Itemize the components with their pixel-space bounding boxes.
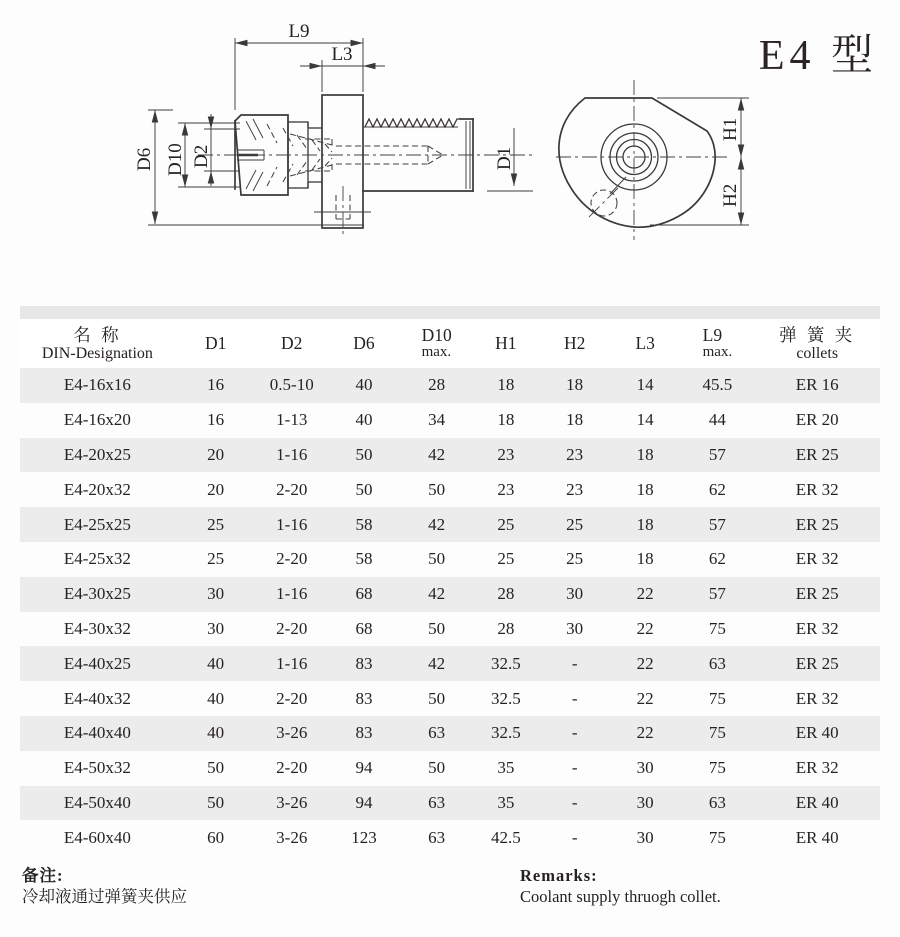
table-row [20, 786, 880, 821]
value-cell: 57 [680, 438, 754, 473]
value-cell: ER 20 [795, 410, 839, 430]
end-view-dimensions [650, 98, 749, 225]
dim-label-d1: D1 [494, 146, 515, 170]
value-cell: ER 40 [754, 786, 880, 821]
table-row [20, 368, 880, 403]
dim-label-l9: L9 [288, 21, 310, 42]
value-cell: 2-20 [276, 758, 308, 778]
value-cell: 18 [497, 410, 515, 430]
value-cell: 63 [401, 716, 472, 751]
designation-cell: E4-16x16 [20, 368, 175, 403]
value-cell: ER 32 [795, 688, 839, 708]
col-header-collets: 弹 簧 夹 collets [754, 319, 880, 368]
value-cell: 1-16 [256, 646, 327, 681]
value-cell: 63 [401, 786, 472, 821]
value-cell: 30 [610, 786, 681, 821]
value-cell: 22 [636, 688, 654, 708]
value-cell: 63 [428, 827, 446, 847]
value-cell: 2-20 [276, 618, 308, 638]
designation-cell: E4-50x40 [20, 786, 175, 821]
table-header-row [20, 319, 880, 368]
value-cell: ER 32 [795, 618, 839, 638]
dim-label-h1: H1 [720, 117, 741, 141]
table-row [20, 646, 880, 681]
designation-cell: E4-40x40 [20, 716, 175, 751]
value-cell: 62 [708, 479, 726, 499]
value-cell: 42 [401, 577, 472, 612]
value-cell: 42 [401, 507, 472, 542]
page-title: E4 型 [758, 33, 878, 79]
value-cell: 35 [497, 758, 515, 778]
value-cell: 83 [355, 688, 373, 708]
value-cell: 16 [175, 368, 257, 403]
value-cell: 42.5 [490, 827, 521, 847]
value-cell: 83 [327, 716, 401, 751]
value-cell: ER 25 [754, 577, 880, 612]
value-cell: 40 [175, 716, 257, 751]
value-cell: 22 [636, 618, 654, 638]
dim-label-d6: D6 [134, 147, 155, 171]
value-cell: 50 [175, 786, 257, 821]
table-row [20, 820, 880, 855]
value-cell: 0.5-10 [256, 368, 327, 403]
designation-cell: E4-40x32 [63, 688, 131, 708]
value-cell: 75 [708, 688, 726, 708]
value-cell: 23 [497, 479, 515, 499]
value-cell: 2-20 [276, 479, 308, 499]
value-cell: 18 [539, 368, 610, 403]
note-en [520, 866, 721, 907]
value-cell: 3-26 [256, 786, 327, 821]
dim-label-d10: D10 [165, 143, 186, 176]
value-cell: 25 [497, 549, 515, 569]
value-cell: ER 25 [754, 438, 880, 473]
value-cell: 30 [207, 618, 225, 638]
value-cell: 14 [636, 410, 654, 430]
table-row [20, 751, 880, 786]
value-cell: 25 [566, 549, 584, 569]
value-cell: 57 [680, 507, 754, 542]
value-cell: 40 [327, 368, 401, 403]
value-cell: 40 [207, 688, 225, 708]
value-cell: 18 [636, 479, 654, 499]
value-cell: 30 [539, 577, 610, 612]
value-cell: 1-16 [256, 507, 327, 542]
value-cell: 68 [355, 618, 373, 638]
value-cell: 94 [355, 758, 373, 778]
value-cell: 75 [708, 827, 726, 847]
value-cell: ER 32 [795, 479, 839, 499]
dim-label-l3: L3 [331, 44, 353, 65]
table-row [20, 681, 880, 716]
note-en-text: Coolant supply thruogh collet. [520, 886, 721, 906]
value-cell: - [539, 646, 610, 681]
value-cell: 32.5 [490, 688, 521, 708]
designation-cell: E4-25x25 [20, 507, 175, 542]
value-cell: 50 [428, 758, 446, 778]
value-cell: 28 [401, 368, 472, 403]
value-cell: 18 [636, 549, 654, 569]
value-cell: 28 [472, 577, 539, 612]
value-cell: 63 [680, 646, 754, 681]
value-cell: 25 [175, 507, 257, 542]
value-cell: 40 [175, 646, 257, 681]
value-cell: 62 [708, 549, 726, 569]
value-cell: 20 [175, 438, 257, 473]
value-cell: 18 [610, 507, 681, 542]
value-cell: 50 [428, 479, 446, 499]
value-cell: 42 [401, 438, 472, 473]
value-cell: 3-26 [256, 716, 327, 751]
value-cell: 22 [610, 577, 681, 612]
value-cell: 57 [680, 577, 754, 612]
value-cell: 16 [207, 410, 225, 430]
value-cell: - [571, 827, 578, 847]
col-header-h2: H2 [539, 319, 610, 368]
designation-cell: E4-60x40 [63, 827, 131, 847]
value-cell: 18 [566, 410, 584, 430]
value-cell: ER 40 [754, 716, 880, 751]
value-cell: 50 [428, 549, 446, 569]
value-cell: ER 25 [754, 646, 880, 681]
table-row [20, 577, 880, 612]
value-cell: 1-16 [256, 577, 327, 612]
value-cell: 18 [472, 368, 539, 403]
value-cell: 75 [680, 716, 754, 751]
value-cell: - [571, 688, 578, 708]
col-header-l9: L9 max. [680, 319, 754, 368]
value-cell: 50 [428, 618, 446, 638]
dim-label-h2: H2 [720, 183, 741, 207]
value-cell: 25 [207, 549, 225, 569]
value-cell: 68 [327, 577, 401, 612]
dimension-table [20, 319, 880, 855]
value-cell: 30 [636, 758, 654, 778]
col-header-d6: D6 [327, 319, 401, 368]
value-cell: 14 [610, 368, 681, 403]
table-section [20, 306, 880, 855]
value-cell: 44 [708, 410, 726, 430]
value-cell: 83 [327, 646, 401, 681]
designation-cell: E4-20x25 [20, 438, 175, 473]
value-cell: 63 [680, 786, 754, 821]
value-cell: 22 [610, 646, 681, 681]
value-cell: 30 [636, 827, 654, 847]
value-cell: - [539, 786, 610, 821]
value-cell: ER 25 [754, 507, 880, 542]
table-top-rule [20, 306, 880, 319]
technical-drawing [0, 0, 900, 306]
value-cell: 18 [610, 438, 681, 473]
col-header-h1: H1 [472, 319, 539, 368]
value-cell: - [571, 758, 578, 778]
value-cell: 50 [428, 688, 446, 708]
designation-cell: E4-50x32 [63, 758, 131, 778]
value-cell: 25 [539, 507, 610, 542]
note-zh-text: 冷却液通过弹簧夹供应 [22, 886, 187, 906]
value-cell: ER 40 [795, 827, 839, 847]
dim-label-d2: D2 [191, 144, 212, 168]
value-cell: 25 [472, 507, 539, 542]
col-header-d2: D2 [256, 319, 327, 368]
value-cell: 123 [351, 827, 377, 847]
value-cell: 20 [207, 479, 225, 499]
value-cell: 30 [566, 618, 584, 638]
designation-cell: E4-25x32 [63, 549, 131, 569]
value-cell: 34 [428, 410, 446, 430]
value-cell: 45.5 [680, 368, 754, 403]
table-row [20, 438, 880, 473]
value-cell: 23 [566, 479, 584, 499]
value-cell: ER 32 [795, 758, 839, 778]
value-cell: 50 [207, 758, 225, 778]
value-cell: 40 [355, 410, 373, 430]
designation-cell: E4-30x25 [20, 577, 175, 612]
value-cell: 28 [497, 618, 515, 638]
col-header-d10: D10 max. [401, 319, 472, 368]
designation-cell: E4-40x25 [20, 646, 175, 681]
value-cell: 58 [355, 549, 373, 569]
value-cell: ER 16 [754, 368, 880, 403]
value-cell: 50 [327, 438, 401, 473]
table-row [20, 472, 880, 507]
col-header-d1: D1 [175, 319, 257, 368]
value-cell: ER 32 [795, 549, 839, 569]
col-header-l3: L3 [610, 319, 681, 368]
value-cell: 23 [472, 438, 539, 473]
note-zh [22, 866, 187, 907]
end-view [556, 80, 727, 240]
table-row [20, 403, 880, 438]
value-cell: 50 [355, 479, 373, 499]
value-cell: 2-20 [276, 549, 308, 569]
side-view [198, 95, 532, 234]
table-row [20, 542, 880, 577]
col-header-designation: 名 称 DIN-Designation [20, 319, 175, 368]
designation-cell: E4-20x32 [63, 479, 131, 499]
value-cell: 1-16 [256, 438, 327, 473]
table-row [20, 507, 880, 542]
value-cell: 32.5 [472, 646, 539, 681]
value-cell: 60 [207, 827, 225, 847]
value-cell: 22 [610, 716, 681, 751]
note-zh-label: 备注: [22, 866, 64, 886]
value-cell: 35 [472, 786, 539, 821]
table-row [20, 716, 880, 751]
table-body [20, 368, 880, 855]
value-cell: 58 [327, 507, 401, 542]
value-cell: - [539, 716, 610, 751]
value-cell: 42 [401, 646, 472, 681]
designation-cell: E4-16x20 [63, 410, 131, 430]
value-cell: 1-13 [276, 410, 308, 430]
value-cell: 32.5 [472, 716, 539, 751]
value-cell: 2-20 [276, 688, 308, 708]
value-cell: 75 [708, 758, 726, 778]
value-cell: 30 [175, 577, 257, 612]
table-row [20, 612, 880, 647]
value-cell: 3-26 [276, 827, 308, 847]
note-en-label: Remarks: [520, 866, 598, 886]
value-cell: 94 [327, 786, 401, 821]
designation-cell: E4-30x32 [63, 618, 131, 638]
value-cell: 75 [708, 618, 726, 638]
value-cell: 23 [539, 438, 610, 473]
